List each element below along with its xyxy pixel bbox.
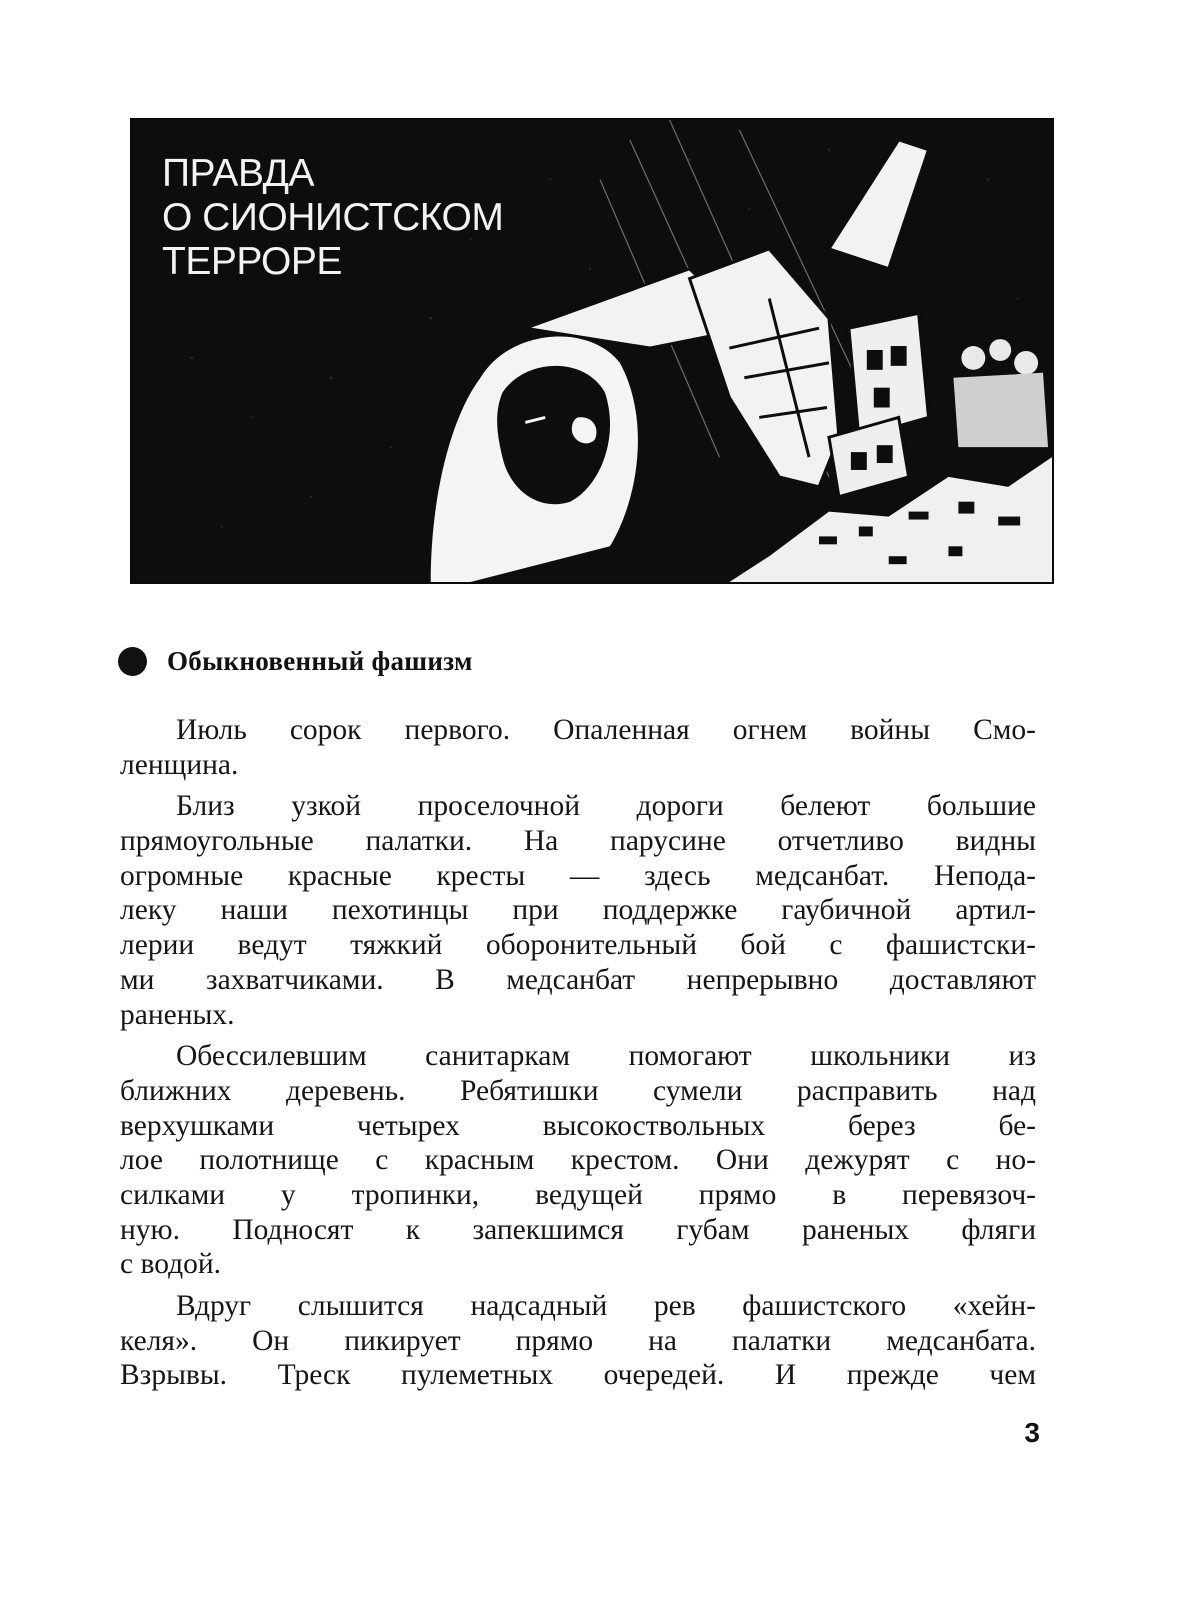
- text-line: Обессилевшим санитаркам помогают школьники из: [176, 1040, 1036, 1073]
- article-body: [120, 713, 1036, 1400]
- text-line: Вдруг слышится надсадный рев фашистского «хейн-: [176, 1290, 1036, 1322]
- cover-title-line: ТЕРРОРЕ: [162, 240, 342, 283]
- page-number: 3: [1024, 1417, 1040, 1448]
- text-line: ми захватчиками. В медсанбат непрерывно доставляют: [120, 963, 1036, 996]
- text-line: раненых.: [120, 998, 235, 1031]
- text-line: ближних деревень. Ребятишки сумели расправить над: [120, 1074, 1036, 1107]
- paragraph: [120, 713, 1036, 782]
- paragraph: [120, 789, 1036, 1032]
- cover-illustration: [130, 118, 1054, 584]
- paragraph: [120, 1039, 1036, 1282]
- text-line: силками у тропинки, ведущей прямо в перевязоч-: [120, 1178, 1036, 1211]
- paragraph: [120, 1289, 1036, 1393]
- text-line: Взрывы. Треск пулеметных очередей. И прежде чем: [120, 1359, 1036, 1392]
- bullet-icon: [118, 647, 147, 676]
- section-title: Обыкновенный фашизм: [167, 645, 473, 676]
- text-line: келя». Он пикирует прямо на палатки медсанбата.: [120, 1324, 1036, 1357]
- cover-title-line: ПРАВДА: [162, 152, 315, 195]
- text-line: Июль сорок первого. Опаленная огнем войны Смо-: [176, 714, 1036, 746]
- text-line: лерии ведут тяжкий оборонительный бой с фашистски-: [120, 929, 1036, 962]
- text-line: леку наши пехотинцы при поддержке гаубичной артил-: [120, 894, 1036, 927]
- cover-title: [162, 152, 503, 284]
- text-line: лое полотнище с красным крестом. Они дежурят с но-: [120, 1144, 1036, 1177]
- text-line: ленщина.: [120, 748, 239, 781]
- text-line: прямоугольные палатки. На парусине отчетливо видны: [120, 825, 1036, 858]
- text-line: Близ узкой проселочной дороги белеют большие: [176, 790, 1036, 823]
- text-line: с водой.: [120, 1248, 222, 1281]
- cover-title-line: О СИОНИСТСКОМ: [162, 196, 504, 239]
- text-line: огромные красные кресты — здесь медсанбат. Непода-: [120, 859, 1036, 892]
- text-line: верхушками четырех высокоствольных берез бе-: [120, 1109, 1036, 1142]
- section-heading: [118, 641, 473, 681]
- text-line: ную. Подносят к запекшимся губам раненых фляги: [120, 1213, 1036, 1246]
